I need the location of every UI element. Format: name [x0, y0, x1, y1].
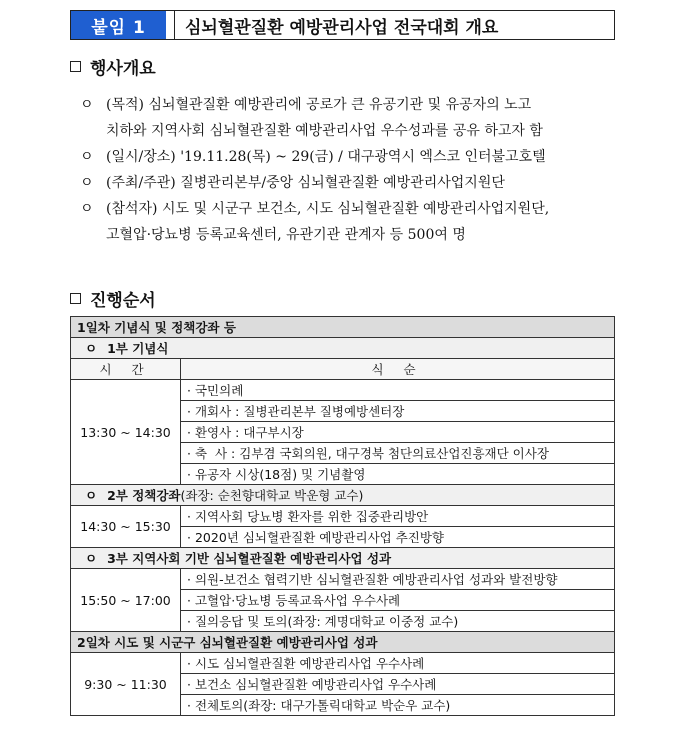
- table-header-row: [71, 359, 615, 380]
- day1-row: [71, 317, 615, 338]
- dot-bullet-icon: ·: [187, 530, 191, 545]
- program-item: 유공자 시상(18점) 및 기념촬영: [194, 467, 366, 482]
- part1-row: [71, 338, 615, 359]
- overview-text: 심뇌혈관질환 예방관리에 공로가 큰 유공기관 및 유공자의 노고: [148, 97, 532, 113]
- part2-time: 14:30 ~ 15:30: [71, 506, 181, 548]
- overview-item-datetime: [80, 144, 640, 170]
- dot-bullet-icon: ·: [187, 677, 191, 692]
- program-item: 의원-보건소 협력기반 심뇌혈관질환 예방관리사업 성과와 발전방향: [194, 572, 558, 587]
- overview-text: 질병관리본부/중앙 심뇌혈관질환 예방관리사업지원단: [180, 175, 505, 191]
- checkbox-square-icon: [70, 293, 81, 304]
- overview-key: (주최/주관): [106, 175, 176, 191]
- part1-time: 13:30 ~ 14:30: [71, 380, 181, 485]
- overview-text-cont: 치하와 지역사회 심뇌혈관질환 예방관리사업 우수성과를 공유 하고자 함: [106, 123, 543, 139]
- program-item: 전체토의(좌장: 대구가톨릭대학교 박순우 교수): [194, 698, 451, 713]
- dot-bullet-icon: ·: [187, 698, 191, 713]
- checkbox-square-icon: [70, 61, 81, 72]
- part2-title: 2부 정책강좌: [107, 488, 181, 503]
- day2-time: 9:30 ~ 11:30: [71, 653, 181, 716]
- overview-item-purpose: [80, 92, 640, 144]
- circle-bullet-icon: ㅇ: [85, 488, 98, 503]
- part2-row: [71, 485, 615, 506]
- dot-bullet-icon: ·: [187, 656, 191, 671]
- day1-title: 1일차 기념식 및 정책강좌 등: [71, 317, 615, 338]
- program-item: 보건소 심뇌혈관질환 예방관리사업 우수사례: [194, 677, 437, 692]
- table-row: [71, 569, 615, 590]
- title-divider: [166, 11, 175, 39]
- dot-bullet-icon: ·: [187, 593, 191, 608]
- circle-bullet-icon: ㅇ: [85, 341, 98, 356]
- overview-key: (일시/장소): [106, 149, 176, 165]
- dot-bullet-icon: ·: [187, 509, 191, 524]
- circle-bullet-icon: ㅇ: [80, 149, 94, 165]
- section-heading-schedule: [70, 286, 156, 311]
- day2-title: 2일차 시도 및 시군구 심뇌혈관질환 예방관리사업 성과: [71, 632, 615, 653]
- part3-time: 15:50 ~ 17:00: [71, 569, 181, 632]
- table-row: [71, 380, 615, 401]
- table-row: [71, 506, 615, 527]
- dot-bullet-icon: ·: [187, 572, 191, 587]
- table-row: [71, 653, 615, 674]
- title-bar: [70, 10, 615, 40]
- schedule-table: [70, 316, 615, 716]
- circle-bullet-icon: ㅇ: [80, 97, 94, 113]
- program-item: 개회사 : 질병관리본부 질병예방센터장: [194, 404, 405, 419]
- attachment-badge: 붙임 1: [71, 11, 166, 39]
- part1-title: 1부 기념식: [107, 341, 169, 356]
- program-item: 질의응답 및 토의(좌장: 계명대학교 이중정 교수): [194, 614, 459, 629]
- document-title: 심뇌혈관질환 예방관리사업 전국대회 개요: [185, 17, 499, 38]
- overview-key: (참석자): [106, 201, 158, 217]
- section-heading-label: 행사개요: [90, 59, 156, 79]
- dot-bullet-icon: ·: [187, 425, 191, 440]
- overview-item-attendees: [80, 196, 640, 248]
- overview-text-cont: 고혈압·당뇨병 등록교육센터, 유관기관 관계자 등 500여 명: [106, 227, 466, 243]
- column-header-time: 시 간: [71, 359, 181, 380]
- day2-row: [71, 632, 615, 653]
- dot-bullet-icon: ·: [187, 446, 191, 461]
- circle-bullet-icon: ㅇ: [80, 201, 94, 217]
- program-item: 2020년 심뇌혈관질환 예방관리사업 추진방향: [194, 530, 444, 545]
- overview-text: '19.11.28(목) ~ 29(금) / 대구광역시 엑스코 인터불고호텔: [180, 149, 546, 165]
- overview-key: (목적): [106, 97, 144, 113]
- dot-bullet-icon: ·: [187, 383, 191, 398]
- program-item: 축 사 : 김부겸 국회의원, 대구경북 첨단의료산업진흥재단 이사장: [194, 446, 549, 461]
- section-heading-overview: [70, 54, 156, 79]
- program-item: 지역사회 당뇨병 환자를 위한 집중관리방안: [194, 509, 429, 524]
- program-item: 시도 심뇌혈관질환 예방관리사업 우수사례: [194, 656, 425, 671]
- circle-bullet-icon: ㅇ: [85, 551, 98, 566]
- column-header-order: 식 순: [181, 359, 615, 380]
- overview-item-host: [80, 170, 640, 196]
- dot-bullet-icon: ·: [187, 404, 191, 419]
- part3-title: 3부 지역사회 기반 심뇌혈관질환 예방관리사업 성과: [107, 551, 392, 566]
- section-heading-label: 진행순서: [90, 291, 156, 311]
- circle-bullet-icon: ㅇ: [80, 175, 94, 191]
- part2-chair: (좌장: 순천향대학교 박운형 교수): [180, 488, 364, 503]
- dot-bullet-icon: ·: [187, 467, 191, 482]
- part3-row: [71, 548, 615, 569]
- overview-list: [80, 92, 640, 248]
- program-item: 고혈압·당뇨병 등록교육사업 우수사례: [194, 593, 401, 608]
- overview-text: 시도 및 시군구 보건소, 시도 심뇌혈관질환 예방관리사업지원단,: [161, 201, 550, 217]
- dot-bullet-icon: ·: [187, 614, 191, 629]
- program-item: 국민의례: [194, 383, 244, 398]
- program-item: 환영사 : 대구부시장: [194, 425, 304, 440]
